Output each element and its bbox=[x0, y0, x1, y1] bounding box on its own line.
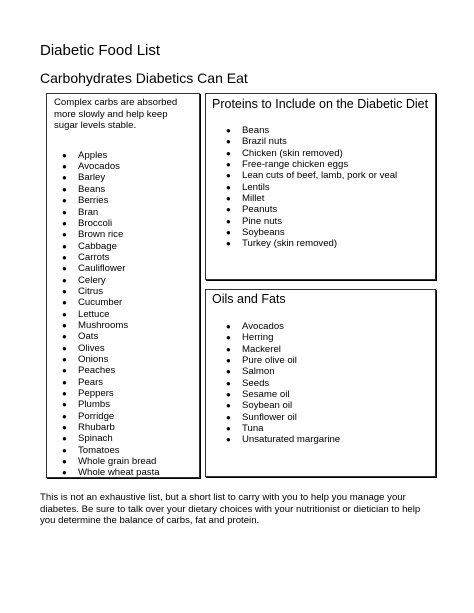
list-item bbox=[212, 170, 429, 181]
bullet-icon: ● bbox=[62, 400, 67, 410]
list-item bbox=[212, 238, 429, 249]
list-item-label: Mackerel bbox=[242, 343, 281, 355]
list-item-label: Soybeans bbox=[242, 227, 285, 239]
list-item bbox=[54, 433, 193, 444]
list-item bbox=[54, 343, 193, 354]
list-item-label: Plumbs bbox=[78, 399, 110, 411]
list-item-label: Avocados bbox=[78, 161, 120, 173]
list-item bbox=[212, 182, 429, 193]
list-item-label: Olives bbox=[78, 342, 105, 354]
bullet-icon: ● bbox=[62, 366, 67, 376]
bullet-icon: ● bbox=[226, 194, 231, 204]
list-item-label: Onions bbox=[78, 353, 109, 365]
bullet-icon: ● bbox=[226, 412, 231, 422]
oils-list bbox=[212, 321, 429, 446]
list-item-label: Peaches bbox=[78, 365, 116, 377]
list-item bbox=[212, 125, 429, 136]
bullet-icon: ● bbox=[226, 205, 231, 215]
bullet-icon: ● bbox=[62, 184, 67, 194]
bullet-icon: ● bbox=[226, 216, 231, 226]
list-item-label: Whole grain bread bbox=[78, 456, 157, 468]
list-item bbox=[54, 184, 193, 195]
bullet-icon: ● bbox=[62, 230, 67, 240]
bullet-icon: ● bbox=[62, 162, 67, 172]
list-item bbox=[54, 445, 193, 456]
page-subtitle: Carbohydrates Diabetics Can Eat bbox=[40, 70, 248, 86]
bullet-icon: ● bbox=[226, 378, 231, 388]
list-item-label: Pine nuts bbox=[242, 215, 283, 227]
list-item bbox=[212, 216, 429, 227]
list-item-label: Lean cuts of beef, lamb, pork or veal bbox=[242, 170, 398, 182]
bullet-icon: ● bbox=[62, 218, 67, 228]
list-item bbox=[54, 422, 193, 433]
list-item bbox=[212, 378, 429, 389]
bullet-icon: ● bbox=[62, 150, 67, 160]
list-item bbox=[54, 150, 193, 161]
list-item bbox=[54, 263, 193, 274]
bullet-icon: ● bbox=[226, 182, 231, 192]
bullet-icon: ● bbox=[62, 275, 67, 285]
list-item-label: Barley bbox=[78, 172, 106, 184]
list-item bbox=[54, 286, 193, 297]
list-item-label: Berries bbox=[78, 195, 109, 207]
bullet-icon: ● bbox=[226, 424, 231, 434]
list-item bbox=[54, 297, 193, 308]
list-item-label: Spinach bbox=[78, 433, 113, 445]
list-item-label: Pure olive oil bbox=[242, 355, 297, 367]
bullet-icon: ● bbox=[226, 344, 231, 354]
list-item bbox=[212, 136, 429, 147]
list-item bbox=[54, 456, 193, 467]
bullet-icon: ● bbox=[62, 252, 67, 262]
list-item bbox=[212, 193, 429, 204]
list-item-label: Seeds bbox=[242, 377, 270, 389]
list-item-label: Sunflower oil bbox=[242, 411, 297, 423]
list-item bbox=[54, 172, 193, 183]
bullet-icon: ● bbox=[226, 390, 231, 400]
list-item-label: Broccoli bbox=[78, 217, 113, 229]
list-item-label: Peppers bbox=[78, 388, 114, 399]
bullet-icon: ● bbox=[62, 354, 67, 364]
list-item-label: Tomatoes bbox=[78, 444, 120, 456]
bullet-icon: ● bbox=[62, 332, 67, 342]
list-item-label: Unsaturated margarine bbox=[242, 434, 341, 446]
list-item-label: Rhubarb bbox=[78, 422, 115, 434]
list-item-label: Brazil nuts bbox=[242, 136, 287, 148]
bullet-icon: ● bbox=[62, 320, 67, 330]
bullet-icon: ● bbox=[62, 445, 67, 455]
list-item-label: Mushrooms bbox=[78, 319, 129, 331]
list-item bbox=[54, 195, 193, 206]
oils-box bbox=[205, 289, 436, 477]
list-item-label: Beans bbox=[78, 183, 106, 195]
bullet-icon: ● bbox=[226, 126, 231, 135]
bullet-icon: ● bbox=[226, 171, 231, 181]
bullet-icon: ● bbox=[62, 196, 67, 206]
list-item-label: Beans bbox=[242, 125, 270, 136]
list-item bbox=[54, 252, 193, 263]
bullet-icon: ● bbox=[226, 356, 231, 366]
carbs-intro: Complex carbs are absorbed more slowly and help keep sugar levels stable. bbox=[54, 97, 178, 132]
bullet-icon: ● bbox=[226, 228, 231, 238]
list-item-label: Porridge bbox=[78, 410, 115, 422]
list-item-label: Herring bbox=[242, 332, 274, 344]
bullet-icon: ● bbox=[62, 468, 67, 478]
bullet-icon: ● bbox=[226, 160, 231, 170]
bullet-icon: ● bbox=[62, 377, 67, 387]
list-item-label: Chicken (skin removed) bbox=[242, 147, 343, 159]
list-item bbox=[54, 377, 193, 388]
list-item-label: Cucumber bbox=[78, 297, 123, 309]
bullet-icon: ● bbox=[62, 343, 67, 353]
list-item-label: Sesame oil bbox=[242, 389, 290, 401]
list-item bbox=[54, 161, 193, 172]
list-item bbox=[54, 365, 193, 376]
list-item bbox=[54, 241, 193, 252]
list-item-label: Oats bbox=[78, 331, 99, 343]
list-item-label: Whole wheat pasta bbox=[78, 467, 160, 479]
list-item bbox=[212, 332, 429, 343]
list-item bbox=[54, 229, 193, 240]
list-item bbox=[212, 366, 429, 377]
bullet-icon: ● bbox=[226, 333, 231, 343]
bullet-icon: ● bbox=[62, 411, 67, 421]
list-item bbox=[54, 331, 193, 342]
bullet-icon: ● bbox=[62, 173, 67, 183]
list-item bbox=[54, 411, 193, 422]
list-item-label: Cauliflower bbox=[78, 263, 126, 275]
oils-heading: Oils and Fats bbox=[212, 292, 286, 306]
footer-note: This is not an exhaustive list, but a short list to carry with you to help you manage your diabetes. Be sure to talk over your dietary choices with your nutritionist or dietician to help you determine the balance of carbs, fat and protein. bbox=[40, 492, 421, 527]
list-item-label: Free-range chicken eggs bbox=[242, 159, 349, 171]
bullet-icon: ● bbox=[62, 389, 67, 398]
bullet-icon: ● bbox=[62, 207, 67, 217]
list-item-label: Pears bbox=[78, 376, 104, 388]
list-item bbox=[212, 434, 429, 445]
bullet-icon: ● bbox=[62, 264, 67, 274]
list-item-label: Lettuce bbox=[78, 308, 110, 320]
list-item-label: Avocados bbox=[242, 321, 284, 332]
bullet-icon: ● bbox=[226, 435, 231, 445]
list-item bbox=[54, 309, 193, 320]
list-item-label: Salmon bbox=[242, 366, 275, 378]
bullet-icon: ● bbox=[62, 423, 67, 433]
bullet-icon: ● bbox=[226, 401, 231, 411]
list-item-label: Apples bbox=[78, 149, 108, 161]
list-item-label: Citrus bbox=[78, 285, 104, 297]
bullet-icon: ● bbox=[62, 241, 67, 251]
list-item-label: Celery bbox=[78, 274, 106, 286]
list-item bbox=[54, 388, 193, 399]
list-item-label: Bran bbox=[78, 206, 99, 218]
list-item bbox=[212, 227, 429, 238]
carbs-list bbox=[54, 150, 193, 479]
page-title: Diabetic Food List bbox=[40, 42, 161, 59]
list-item bbox=[54, 354, 193, 365]
list-item bbox=[54, 399, 193, 410]
proteins-box bbox=[205, 93, 436, 280]
list-item bbox=[212, 204, 429, 215]
bullet-icon: ● bbox=[226, 322, 231, 331]
list-item bbox=[212, 159, 429, 170]
list-item bbox=[212, 355, 429, 366]
list-item-label: Tuna bbox=[242, 423, 264, 435]
list-item bbox=[54, 275, 193, 286]
proteins-heading: Proteins to Include on the Diabetic Diet bbox=[212, 97, 429, 111]
list-item-label: Cabbage bbox=[78, 240, 117, 252]
list-item bbox=[212, 344, 429, 355]
list-item bbox=[212, 389, 429, 400]
list-item-label: Carrots bbox=[78, 251, 110, 263]
proteins-list bbox=[212, 125, 429, 250]
list-item bbox=[212, 423, 429, 434]
list-item-label: Brown rice bbox=[78, 229, 124, 241]
list-item-label: Peanuts bbox=[242, 204, 278, 216]
list-item-label: Turkey (skin removed) bbox=[242, 238, 338, 250]
bullet-icon: ● bbox=[226, 239, 231, 249]
list-item bbox=[212, 148, 429, 159]
carbs-box bbox=[46, 93, 200, 478]
bullet-icon: ● bbox=[226, 148, 231, 158]
bullet-icon: ● bbox=[62, 298, 67, 308]
list-item bbox=[212, 412, 429, 423]
list-item bbox=[54, 207, 193, 218]
bullet-icon: ● bbox=[226, 137, 231, 147]
list-item-label: Lentils bbox=[242, 181, 270, 193]
list-item bbox=[54, 320, 193, 331]
bullet-icon: ● bbox=[62, 457, 67, 467]
bullet-icon: ● bbox=[62, 434, 67, 444]
bullet-icon: ● bbox=[62, 286, 67, 296]
list-item bbox=[212, 400, 429, 411]
bullet-icon: ● bbox=[62, 309, 67, 319]
list-item bbox=[54, 467, 193, 478]
list-item-label: Millet bbox=[242, 193, 265, 205]
list-item bbox=[54, 218, 193, 229]
list-item-label: Soybean oil bbox=[242, 400, 293, 412]
list-item bbox=[212, 321, 429, 332]
bullet-icon: ● bbox=[226, 367, 231, 377]
